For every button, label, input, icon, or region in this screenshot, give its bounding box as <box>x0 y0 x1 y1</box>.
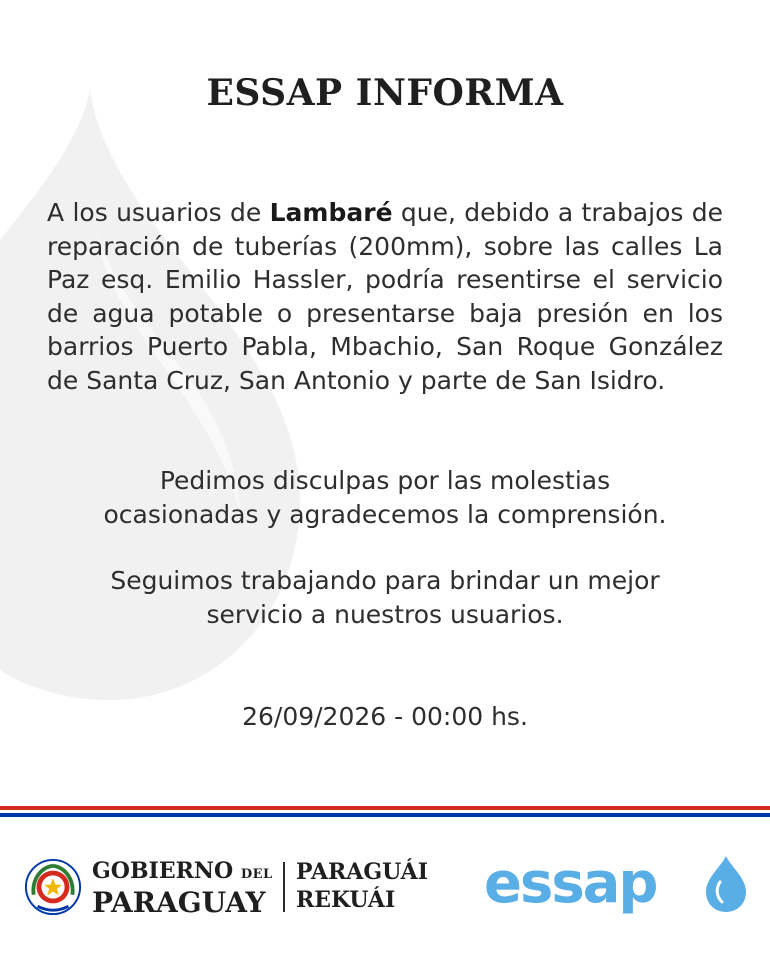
national-seal-icon <box>24 858 82 916</box>
notice-intro: A los usuarios de <box>47 198 262 227</box>
slogan-line: REKUÁI <box>296 887 396 913</box>
apology-line: ocasionadas y agradecemos la comprensión. <box>103 500 667 529</box>
commitment-line: Seguimos trabajando para brindar un mejor <box>110 566 660 595</box>
blue-stripe <box>0 813 770 817</box>
water-drop-icon <box>706 856 746 912</box>
gov-del: DEL <box>240 867 273 882</box>
footer-divider <box>283 862 285 912</box>
apology-line: Pedimos disculpas por las molestias <box>159 466 611 495</box>
essap-logo-text: essap <box>484 852 657 916</box>
slogan-line: PARAGUÁI <box>296 859 429 885</box>
city-name: Lambaré <box>269 198 393 227</box>
notice-datetime: 26/09/2026 - 00:00 hs. <box>242 702 528 731</box>
footer <box>0 848 770 928</box>
commitment-line: servicio a nuestros usuarios. <box>206 600 564 629</box>
flag-stripes <box>0 806 770 817</box>
essap-logo <box>484 852 748 924</box>
gov-country: PARAGUAY <box>92 886 266 919</box>
apology-message <box>40 464 730 532</box>
gov-word: GOBIERNO <box>92 858 234 884</box>
slogan <box>296 858 428 914</box>
government-wordmark <box>92 858 273 918</box>
commitment-message <box>40 564 730 632</box>
notice-title: ESSAP INFORMA <box>206 72 564 114</box>
notice-body <box>47 196 723 397</box>
notice-details: que, debido a trabajos de reparación de tuberías (200mm), sobre las calles La Paz esq. Emilio Hassler, podría resentirse el servicio de agua potable o presentarse baja presión en los barrios Puerto Pabla, Mbachio, San Roque González de Santa Cruz, San Antonio y parte de San Isidro. <box>47 198 723 395</box>
